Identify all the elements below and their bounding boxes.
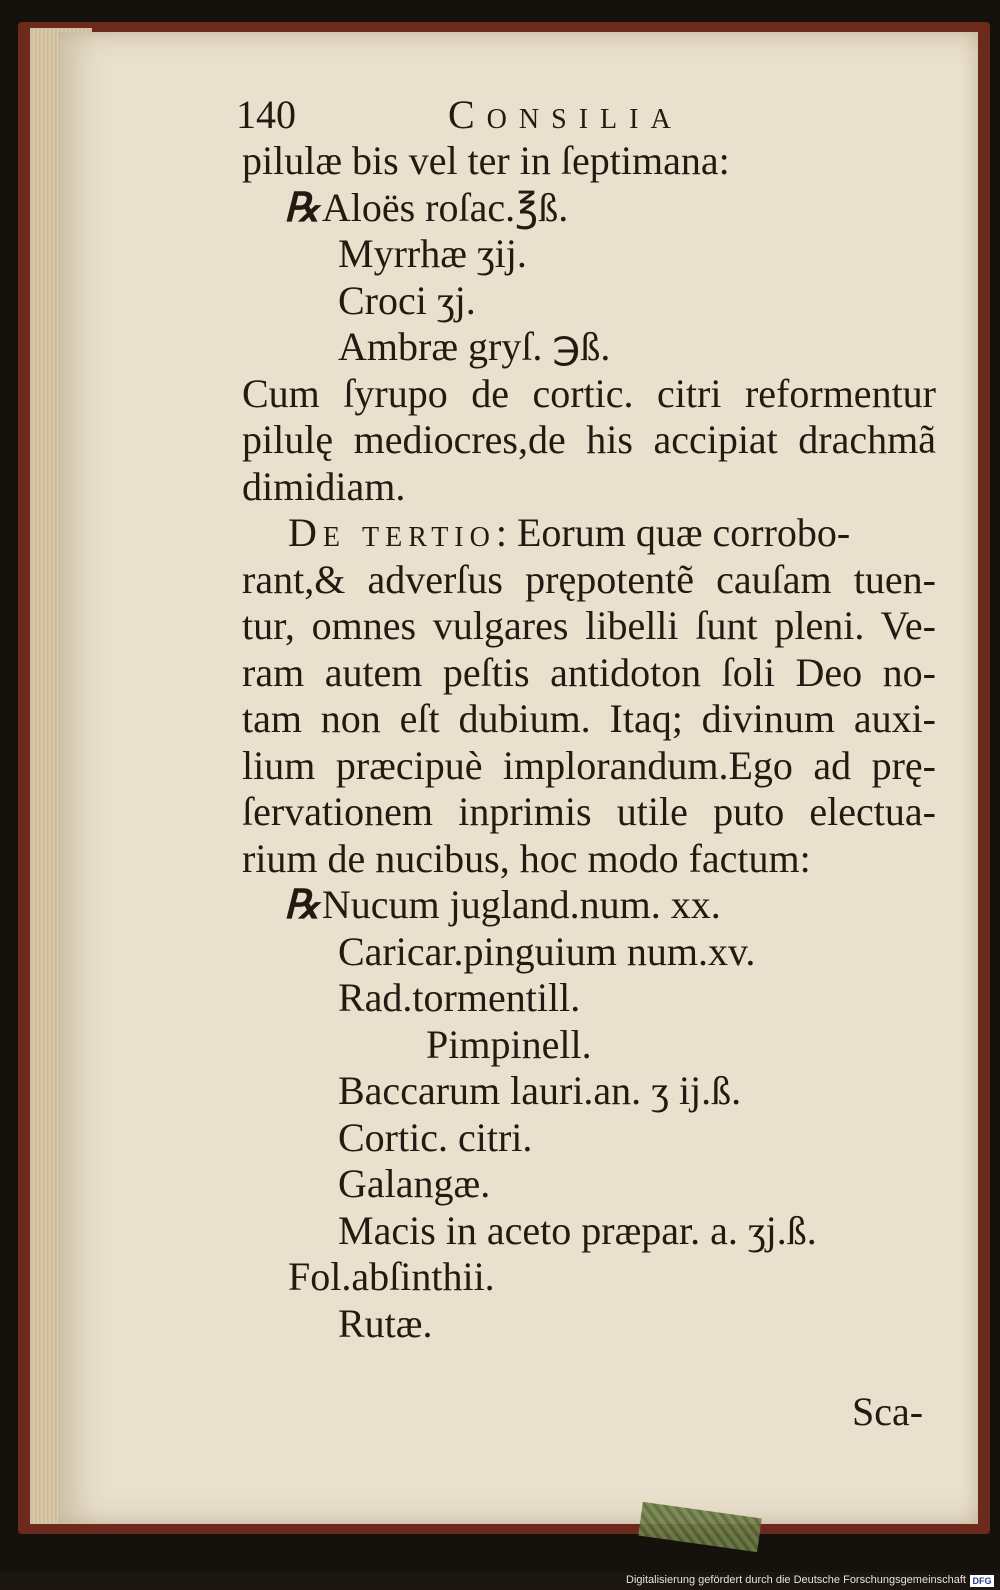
digitization-credit: Digitalisierung gefördert durch die Deutsche Forschungsgemeinschaft — [626, 1574, 966, 1586]
line-text: rant,& adverſus prępotentẽ cauſam tuen- — [242, 556, 936, 602]
line-text: Nucum jugland.num. xx. — [321, 882, 721, 927]
text-line — [242, 1115, 942, 1162]
dfg-logo: DFG — [970, 1575, 994, 1587]
text-line — [242, 278, 942, 325]
page-header — [236, 86, 942, 138]
line-text: Baccarum lauri.an. ʒ ij.ß. — [338, 1068, 742, 1113]
text-line — [242, 324, 942, 371]
text-line — [242, 789, 936, 836]
line-text: lium præcipuè implorandum.Ego ad prę- — [242, 742, 936, 788]
page-number: 140 — [236, 92, 296, 137]
text-line — [242, 464, 942, 511]
line-text: tur, omnes vulgares libelli ſunt pleni. Ve- — [242, 603, 936, 648]
text-line — [242, 1208, 942, 1255]
line-text: Rutæ. — [338, 1300, 433, 1346]
text-line — [242, 929, 942, 976]
line-text: : Eorum quæ corrobo- — [495, 510, 851, 555]
text-line — [242, 231, 942, 278]
line-text: Croci ʒj. — [338, 277, 476, 323]
text-line — [242, 138, 942, 185]
text-line — [242, 975, 942, 1022]
text-line — [242, 836, 942, 883]
text-line — [242, 1161, 942, 1208]
text-line — [242, 1301, 942, 1348]
line-text: Cortic. citri. — [338, 1114, 533, 1160]
text-line — [242, 510, 942, 557]
line-text: ram autem peſtis antidoton ſoli Deo no- — [242, 649, 936, 695]
line-text: dimidiam. — [242, 463, 406, 509]
text-line — [242, 696, 936, 743]
line-text: pilulę mediocres,de his accipiat drachmã — [242, 417, 936, 462]
text-lines — [242, 138, 942, 1347]
page-text — [236, 86, 942, 1347]
text-line — [242, 882, 942, 929]
text-line — [242, 557, 936, 604]
running-head: Consilia — [448, 92, 683, 137]
text-line — [242, 1068, 942, 1115]
line-text: Cum ſyrupo de cortic. citri reformentur — [242, 370, 936, 416]
line-text: Myrrhæ ʒij. — [338, 231, 527, 276]
text-line — [242, 1254, 942, 1301]
line-text: Pimpinell. — [426, 1021, 592, 1067]
line-text: Aloës roſac.℥ß. — [321, 184, 569, 230]
text-line — [242, 371, 936, 418]
text-line — [242, 743, 936, 790]
text-line — [242, 603, 936, 650]
line-text: Caricar.pinguium num.xv. — [338, 928, 756, 974]
line-text: Fol.abſinthii. — [288, 1254, 495, 1299]
line-text: Rad.tormentill. — [338, 975, 581, 1020]
line-text: Macis in aceto præpar. a. ʒj.ß. — [338, 1207, 817, 1253]
line-text: pilulæ bis vel ter in ſeptimana: — [242, 138, 730, 183]
line-text: Galangæ. — [338, 1161, 491, 1206]
text-line — [242, 417, 936, 464]
text-line — [242, 650, 936, 697]
section-lead: De tertio — [288, 510, 496, 555]
text-line — [242, 185, 942, 232]
text-line — [242, 1022, 942, 1069]
line-text: rium de nucibus, hoc modo factum: — [242, 835, 811, 881]
recipe-sign: ℞ — [284, 184, 320, 230]
recipe-sign: ℞ — [284, 882, 320, 927]
catchword: Sca- — [852, 1389, 924, 1434]
line-text: ſervationem inprimis utile puto electua- — [242, 789, 936, 834]
line-text: tam non eſt dubium. Itaq; divinum auxi- — [242, 696, 936, 741]
line-text: Ambræ gryſ. ℈ß. — [338, 324, 611, 369]
